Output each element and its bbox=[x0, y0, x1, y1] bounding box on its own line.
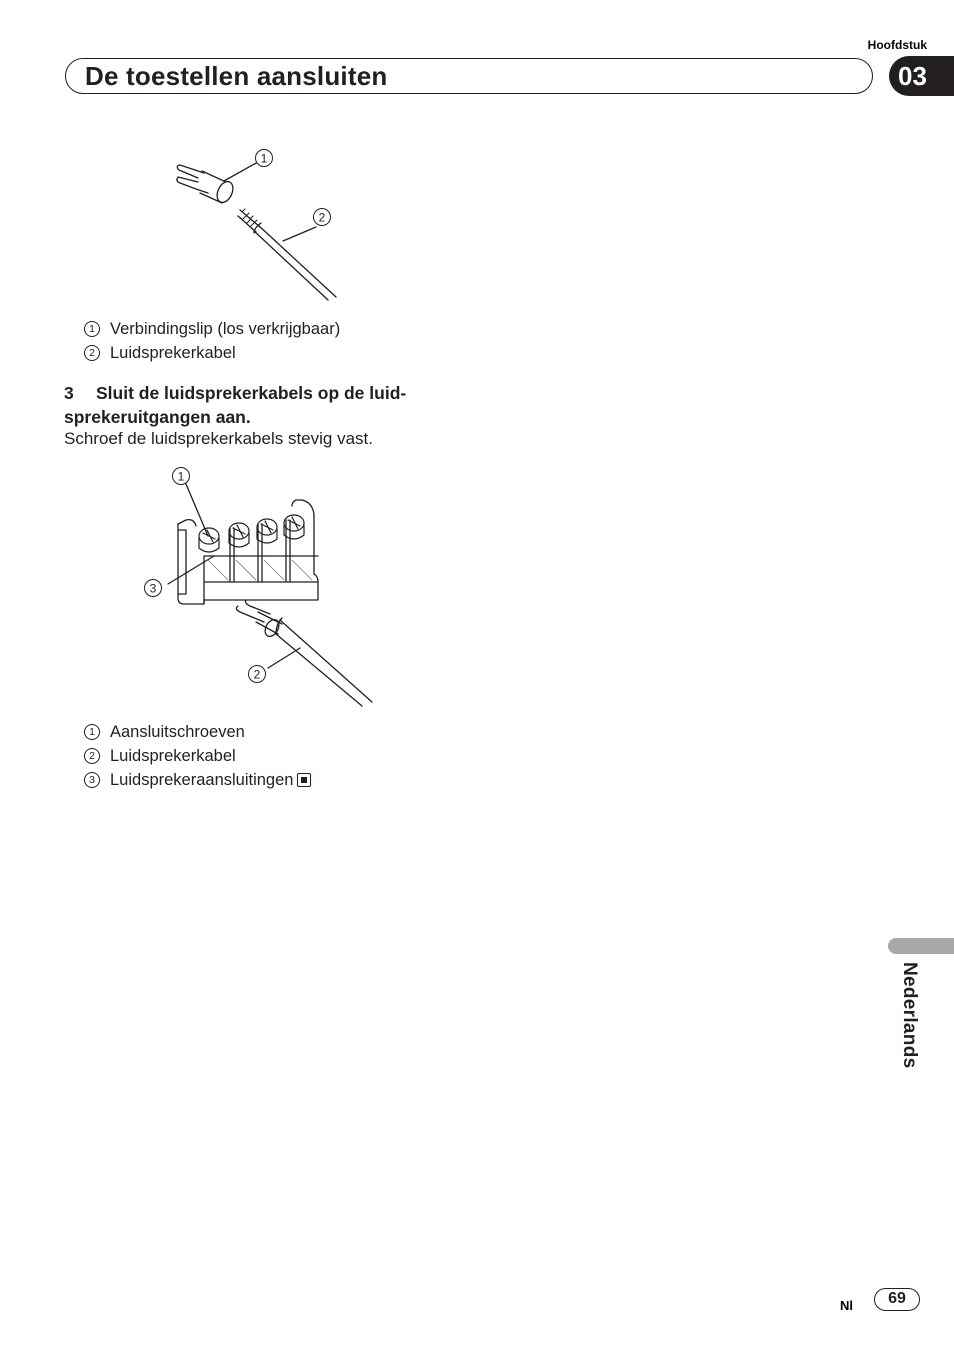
terminal-screw bbox=[199, 528, 219, 552]
lug-sleeve bbox=[200, 171, 226, 203]
terminal-screw bbox=[284, 515, 304, 539]
legend-item bbox=[84, 768, 311, 792]
figure-b-callout-1 bbox=[173, 468, 190, 485]
legend-number: 3 bbox=[84, 772, 100, 788]
legend-item bbox=[84, 720, 311, 744]
legend-item bbox=[84, 341, 340, 365]
legend-number: 2 bbox=[84, 748, 100, 764]
speaker-cable bbox=[276, 620, 372, 706]
chapter-label: Hoofdstuk bbox=[867, 38, 927, 52]
section-end-icon bbox=[297, 773, 311, 787]
language-tab-marker bbox=[888, 938, 954, 954]
page-number: 69 bbox=[874, 1288, 920, 1311]
legend-text: Verbindingslip (los verkrijgbaar) bbox=[110, 319, 341, 338]
step-number: 3 bbox=[64, 383, 74, 403]
legend-number: 1 bbox=[84, 724, 100, 740]
language-code: Nl bbox=[840, 1298, 853, 1313]
spade-prong-lower bbox=[177, 177, 208, 193]
spade-prong-upper bbox=[177, 165, 204, 178]
step-heading-line-2: sprekeruitgangen aan. bbox=[64, 407, 251, 427]
legend-number: 1 bbox=[84, 321, 100, 337]
legend-item bbox=[84, 317, 340, 341]
figure-a-legend bbox=[84, 317, 340, 365]
chapter-title-bar bbox=[65, 58, 873, 94]
chapter-number-badge: 03 bbox=[889, 56, 954, 96]
svg-text:2: 2 bbox=[318, 210, 326, 225]
figure-a-callout-2 bbox=[314, 209, 331, 226]
language-label: Nederlands bbox=[899, 962, 920, 1069]
legend-text: Luidsprekeraansluitingen bbox=[110, 770, 294, 789]
figure-b-legend bbox=[84, 720, 311, 792]
step-3-heading bbox=[64, 381, 444, 429]
figure-b-callout-2 bbox=[249, 666, 266, 683]
terminal-screw bbox=[257, 519, 277, 543]
legend-text: Luidsprekerkabel bbox=[110, 746, 236, 765]
figure-a-callout-1 bbox=[256, 150, 273, 167]
svg-text:1: 1 bbox=[260, 151, 268, 166]
figure-b-callout-3 bbox=[145, 580, 162, 597]
legend-text: Luidsprekerkabel bbox=[110, 343, 236, 362]
step-3-body: Schroef de luidsprekerkabels stevig vast. bbox=[64, 429, 373, 448]
legend-item bbox=[84, 744, 311, 768]
page-title: De toestellen aansluiten bbox=[85, 61, 388, 91]
step-heading-line-1: Sluit de luidsprekerkabels op de luid- bbox=[96, 383, 407, 403]
terminal-screw bbox=[229, 523, 249, 547]
terminal-block-illustration bbox=[130, 458, 390, 710]
spade-lug bbox=[236, 600, 270, 622]
spade-lug-illustration bbox=[140, 135, 360, 310]
svg-text:1: 1 bbox=[177, 469, 185, 484]
svg-text:2: 2 bbox=[253, 667, 261, 682]
legend-number: 2 bbox=[84, 345, 100, 361]
svg-text:3: 3 bbox=[149, 581, 157, 596]
legend-text: Aansluitschroeven bbox=[110, 722, 245, 741]
